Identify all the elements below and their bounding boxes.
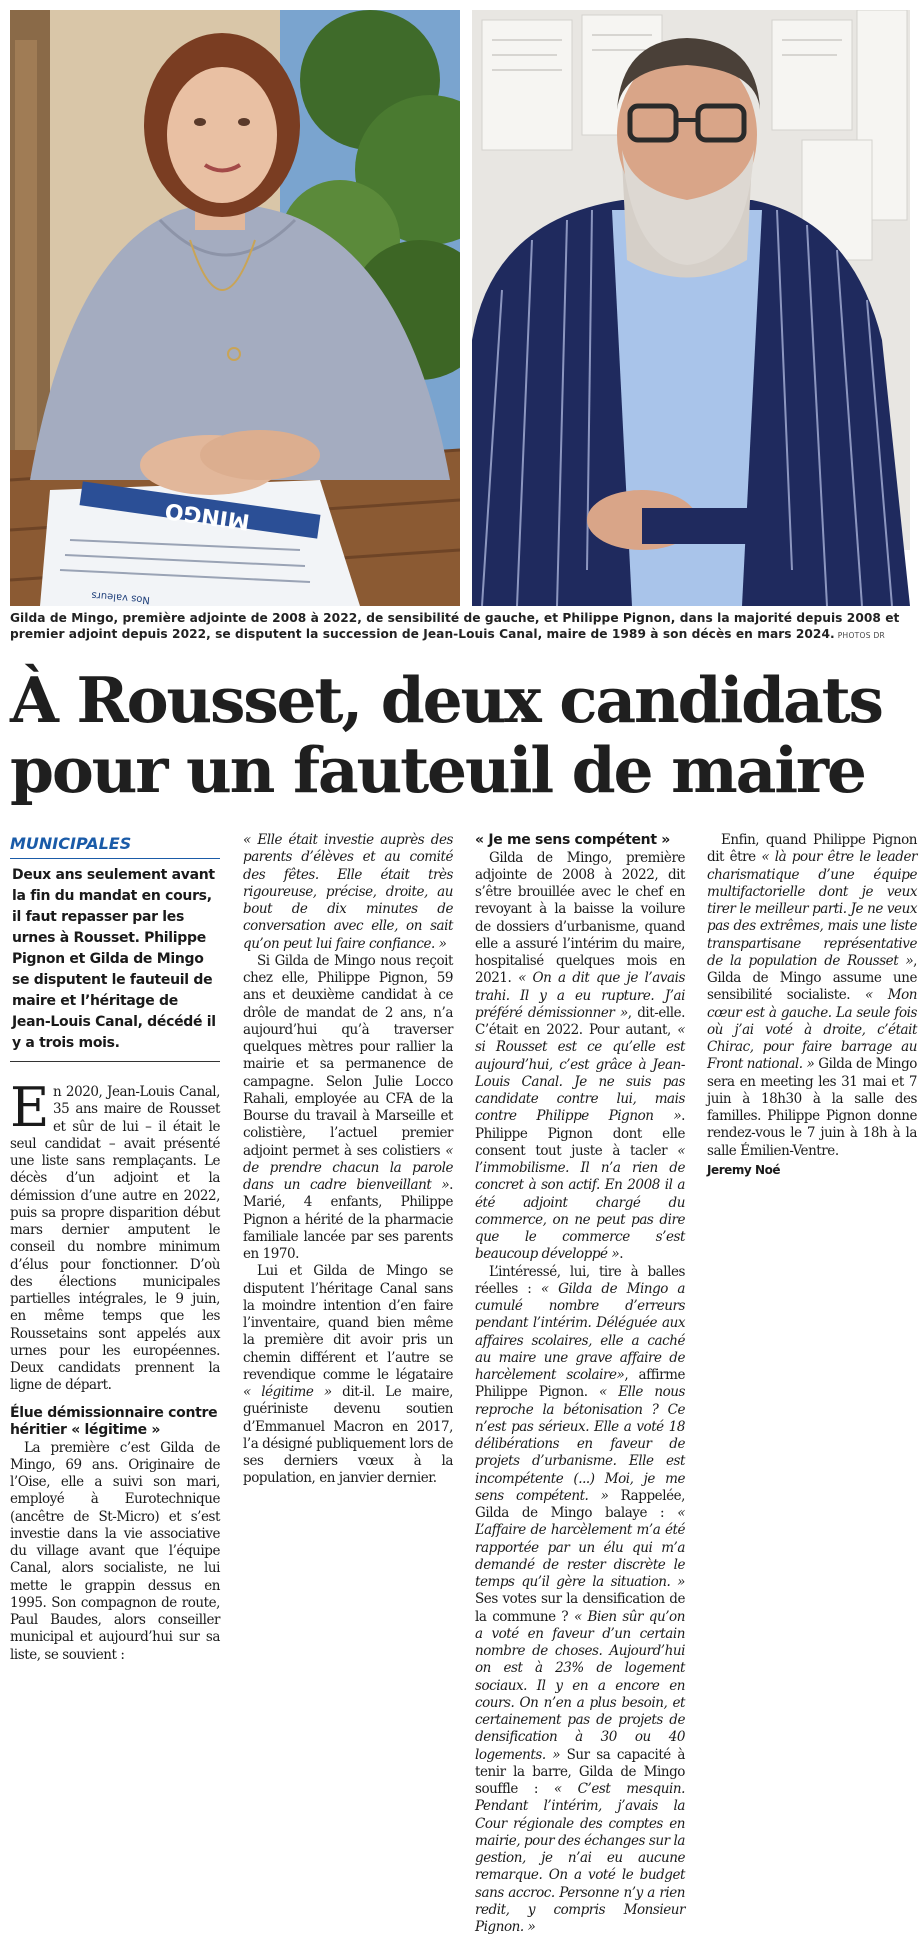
article-lead: Deux ans seulement avant la fin du mandat en cours, il faut repasser par les urnes à Rousset. Philippe Pignon et Gilda de Mingo se disputent le fauteuil de maire et l’héritage de Jean-Louis Canal, décédé il y a trois mois. <box>10 865 220 1062</box>
paragraph-intro: En 2020, Jean-Louis Canal, 35 ans maire de Rousset et sûr de lui – il était le seul candidat – avait présenté une liste sans remplaçants. Le décès d’un adjoint et la démission d’une autre en 2022, puis sa propre disparition début mars dernier amputent le conseil du nombre minimum d’élus pour fonctionner. D’où des élections municipales partielles intégrales, le 9 juin, en même temps que les Roussetains sont appelés aux urnes pour les européennes. Deux candidats prennent la ligne de départ. <box>10 1084 220 1395</box>
article-column-3 <box>475 832 685 1936</box>
byline: Jeremy Noé <box>707 1162 917 1179</box>
article-column-1 <box>10 832 220 1664</box>
photo-gilda-de-mingo <box>10 10 460 606</box>
subhead-elue-demissionnaire: Élue démissionnaire contre héritier « légitime » <box>10 1405 220 1440</box>
paragraph-gilda-profile: La première c’est Gilda de Mingo, 69 ans. Originaire de l’Oise, elle a suivi son mari, employé à Eurotechnique (ancêtre de St-Micro) et s’est investie dans la vie associative du village avant que l’équipe Canal, alors socialiste, ne lui mette le grappin dessus en 1995. Son compagnon de route, Paul Baudes, alors conseiller municipal et aujourd’hui sur sa liste, se souvient : <box>10 1440 220 1664</box>
subhead-competent: « Je me sens compétent » <box>475 832 685 850</box>
headline: À Rousset, deux candidats pour un fauteuil de maire <box>10 665 915 805</box>
paragraph-gilda-quote: « Elle était investie auprès des parents d’élèves et au comité des fêtes. Elle était très rigoureuse, précise, droite, au bout de dix minutes de conversation avec elle, on sait qu’on peut lui faire confiance. » <box>243 832 453 953</box>
dropcap: E <box>10 1086 53 1130</box>
paragraph-attacks: L’intéressé, lui, tire à balles réelles : « Gilda de Mingo a cumulé nombre d’erreurs pendant l’intérim. Déléguée aux affaires scolaires, elle a caché au maire une grave affaire de harcèlement scolaire», affirme Philippe Pignon. « Elle nous reproche la bétonisation ? Ce n’est pas sérieux. Elle a voté 18 délibérations en faveur de projets d’urbanisme. Elle est incompétente (...) Moi, je me sens compétent. » Rappelée, Gilda de Mingo balaye : « L’affaire de harcèlement m’a été rapportée par un élu qui m’a demandé de rester discrète le temps qu’il gère la situation. » Ses votes sur la densification de la commune ? « Bien sûr qu’on a voté en faveur d’un certain nombre de choses. Aujourd’hui on est à 23% de logement sociaux. Il y en a encore en cours. On n’en a plus besoin, et certainement pas de projets de densification à 30 ou 40 logements. » Sur sa capacité à tenir la barre, Gilda de Mingo souffle : « C’est mesquin. Pendant l’intérim, j’avais la Cour régionale des comptes en mairie, pour des échanges sur la gestion, je n’ai eu aucune remarque. On a voté le budget sans accroc. Personne n’y a rien redit, y compris Monsieur Pignon. » <box>475 1264 685 1936</box>
rubric: MUNICIPALES <box>10 832 220 859</box>
caption-text: Gilda de Mingo, première adjointe de 2008 à 2022, de sensibilité de gauche, et Philippe Pignon, dans la majorité depuis 2008 et premier adjoint depuis 2022, se disputent la succession de Jean-Louis Canal, maire de 1989 à son décès en mars 2024. <box>10 611 899 641</box>
photo-caption <box>10 611 910 643</box>
paragraph-philippe-profile: Si Gilda de Mingo nous reçoit chez elle, Philippe Pignon, 59 ans et deuxième candidat à ce drôle de mandat de 2 ans, n’a aujourd’hui qu’à traverser quelques mètres pour rallier la mairie et sa permanence de campagne. Selon Julie Locco Rahali, employée au CFA de la Bourse du travail à Marseille et colistière, l’actuel premier adjoint permet à ses colistiers « de prendre chacun la parole dans un cadre bienveillant ». Marié, 4 enfants, Philippe Pignon a hérité de la pharmacie familiale lancée par ses parents en 1970. <box>243 953 453 1264</box>
leaflet-title: MINGO <box>163 497 251 534</box>
article-column-4 <box>707 832 917 1179</box>
paragraph-rupture: Gilda de Mingo, première adjointe de 2008 à 2022, dit s’être brouillée avec le chef en revoyant à la baisse la voilure de dossiers d’urbanisme, quand elle a assuré l’intérim du maire, hospitalisé quelques mois en 2021. « On a dit que je l’avais trahi. Il y a eu rupture. J’ai préféré démissionner », dit-elle. C’était en 2022. Pour autant, « si Rousset est ce qu’elle est aujourd’hui, c’est grâce à Jean-Louis Canal. Je ne suis pas candidate contre lui, mais contre Philippe Pignon ». Philippe Pignon dont elle consent tout juste à tacler « l’immobilisme. Il n’a rien de concret à son actif. En 2008 il a été adjoint chargé du commerce, on ne peut pas dire que le commerce s’est beaucoup développé ». <box>475 850 685 1264</box>
photo-credit: PHOTOS DR <box>838 631 885 640</box>
photo-philippe-pignon <box>472 10 910 606</box>
article-column-2 <box>243 832 453 1488</box>
paragraph-heritage: Lui et Gilda de Mingo se disputent l’héritage Canal sans la moindre intention d’en faire l’inventaire, quand bien même la première dit avoir pris un chemin différent et l’autre se revendique comme le légataire « légitime » dit-il. Le maire, guériniste devenu soutien d’Emmanuel Macron en 2017, l’a désigné publiquement lors de ses derniers vœux à la population, en janvier dernier. <box>243 1263 453 1487</box>
paragraph-conclusion: Enfin, quand Philippe Pignon dit être « là pour être le leader charismatique d’une équipe multifactorielle dont je veux tirer le meilleur parti. Je ne veux pas des extrêmes, mais une liste transpartisane représentative de la population de Rousset », Gilda de Mingo assume une sensibilité socialiste. « Mon cœur est à gauche. La seule fois où j’ai voté à droite, c’était Chirac, pour faire barrage au Front national. » Gilda de Mingo sera en meeting les 31 mai et 7 juin à 18h30 à la salle des familles. Philippe Pignon donne rendez-vous le 7 juin à 18h à la salle Émilien-Ventre. <box>707 832 917 1160</box>
leaflet-values: Nos valeurs <box>91 589 150 605</box>
